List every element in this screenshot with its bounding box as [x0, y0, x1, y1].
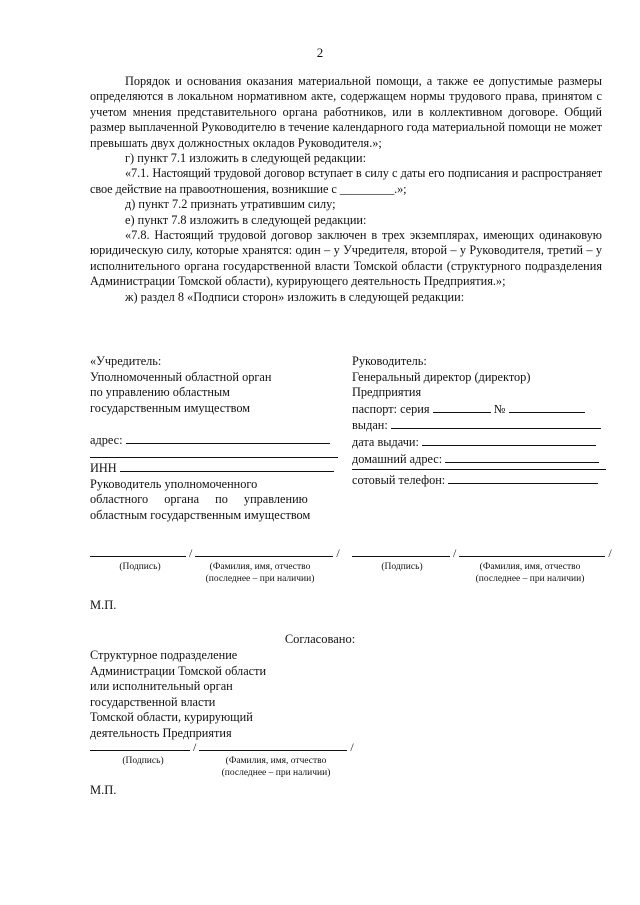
director-mobile-row: [352, 472, 610, 489]
director-caption-name-line-1: (Фамилия, имя, отчество: [479, 562, 581, 572]
body-text: [90, 74, 602, 305]
founder-head-line-2: областного органа по управлению: [90, 492, 308, 507]
director-caption-signature: (Подпись): [381, 562, 423, 572]
director-home-address-row: [352, 451, 610, 468]
page-number: 2: [316, 45, 324, 60]
agreed-caption-name-line-1: (Фамилия, имя, отчество: [225, 756, 327, 766]
founder-name-separator: /: [336, 546, 340, 560]
paragraph-item-g: г) пункт 7.1 изложить в следующей редакции:: [125, 151, 367, 166]
paragraph-item-e: е) пункт 7.8 изложить в следующей редакции:: [125, 212, 367, 227]
founder-caption-signature: (Подпись): [119, 562, 161, 572]
founder-title: «Учредитель:: [90, 354, 162, 368]
agreed-name-field[interactable]: [199, 739, 347, 751]
agreed-signature-line: [90, 739, 354, 755]
founder-caption-name-line-2: (последнее – при наличии): [205, 573, 315, 584]
agreed-signature-separator: /: [193, 740, 197, 754]
paragraph-item-7-8: «7.8. Настоящий трудовой договор заключен в трех экземплярах, имеющих одинаковую юридическую силу, которые хранятся: один – у Учредителя, второй – у Руководителя, третий – у исполнительного органа государственной власти Томской области (структурного подразделения Администрации Томской области), курирующего деятельность Предприятия.»;: [90, 228, 602, 289]
agreed-block: [90, 648, 266, 742]
founder-head-line-1: [90, 477, 338, 493]
founder-block: [90, 354, 340, 523]
director-passport-row: [352, 401, 610, 418]
agreed-line-2: Администрации Томской области: [90, 663, 267, 678]
director-caption-name: [450, 562, 610, 585]
founder-signature-field[interactable]: [90, 545, 186, 557]
agreed-line-6: деятельность Предприятия: [90, 725, 232, 740]
stamp-label-1: М.П.: [90, 598, 117, 612]
passport-series-label: паспорт: серия: [352, 401, 430, 416]
founder-org-line-1: Уполномоченный областной орган: [90, 369, 272, 384]
home-address-label: домашний адрес:: [352, 451, 443, 466]
paragraph-item-zh: ж) раздел 8 «Подписи сторон» изложить в следующей редакции:: [125, 289, 465, 304]
issue-date-label: дата выдачи:: [352, 434, 419, 449]
founder-inn-row: [90, 460, 340, 477]
founder-head-text-1: Руководитель уполномоченного: [90, 476, 258, 491]
issued-by-label: выдан:: [352, 418, 388, 433]
paragraph-item-d: д) пункт 7.2 признать утратившим силу;: [125, 197, 336, 212]
founder-address-field[interactable]: [126, 432, 330, 444]
founder-head-line-3: областным государственным имуществом: [90, 507, 311, 522]
agreed-caption-name: [196, 756, 356, 779]
paragraph-material-aid: Порядок и основания оказания материальной помощи, а также ее допустимые размеры определяются в локальном нормативном акте, содержащем нормы трудового права, принятом с учетом мнения представительного органа работников, или в коллективном договоре. Общий размер выплаченной Руководителю в течение календарного года материальной помощи не может превышать двух должностных окладов Руководителя.»;: [90, 74, 602, 150]
founder-inn-label: ИНН: [90, 460, 117, 475]
issue-date-field[interactable]: [422, 434, 596, 446]
founder-org-line-2: по управлению областным: [90, 385, 230, 400]
paragraph-item-7-1: «7.1. Настоящий трудовой договор вступает в силу с даты его подписания и распространяет свое действие на правоотношения, возникшие с _________.»;: [90, 166, 602, 196]
director-signature-field[interactable]: [352, 545, 450, 557]
home-address-field-2[interactable]: [352, 469, 606, 470]
founder-signature-line: [90, 545, 340, 561]
founder-address-field-2[interactable]: [90, 457, 338, 458]
director-position-line-2: Предприятия: [352, 385, 422, 400]
agreed-caption-name-line-2: (последнее – при наличии): [221, 767, 331, 778]
director-block: [352, 354, 610, 489]
founder-caption-name: [180, 562, 340, 585]
founder-org-line-3: государственным имуществом: [90, 400, 251, 415]
mobile-field[interactable]: [448, 472, 598, 484]
stamp-label-2: М.П.: [90, 783, 117, 797]
founder-address-row: [90, 432, 340, 449]
director-issue-date-row: [352, 434, 610, 451]
director-title: Руководитель:: [352, 354, 427, 368]
director-name-field[interactable]: [459, 545, 605, 557]
home-address-field[interactable]: [445, 451, 599, 463]
founder-name-field[interactable]: [195, 545, 333, 557]
mobile-label: сотовый телефон:: [352, 473, 446, 488]
passport-series-field[interactable]: [433, 401, 491, 413]
director-caption-name-line-2: (последнее – при наличии): [475, 573, 585, 584]
director-signature-line: [352, 545, 612, 561]
founder-inn-field[interactable]: [120, 460, 334, 472]
director-issued-row: [352, 417, 610, 434]
agreed-line-5: Томской области, курирующий: [90, 710, 253, 725]
founder-caption-name-line-1: (Фамилия, имя, отчество: [209, 562, 311, 572]
agreed-line-3: или исполнительный орган: [90, 679, 233, 694]
agreed-caption-signature: (Подпись): [122, 756, 164, 766]
issued-by-field[interactable]: [391, 417, 601, 429]
agreed-title: Согласовано:: [284, 632, 356, 646]
founder-address-label: адрес:: [90, 433, 123, 448]
passport-number-label: №: [493, 401, 506, 416]
director-name-separator: /: [608, 546, 612, 560]
director-signature-separator: /: [453, 546, 457, 560]
passport-number-field[interactable]: [509, 401, 585, 413]
agreed-signature-field[interactable]: [90, 739, 190, 751]
agreed-name-separator: /: [350, 740, 354, 754]
agreed-line-1: Структурное подразделение: [90, 648, 238, 662]
agreed-line-4: государственной власти: [90, 694, 216, 709]
founder-signature-separator: /: [189, 546, 193, 560]
director-position-line-1: Генеральный директор (директор): [352, 369, 531, 384]
